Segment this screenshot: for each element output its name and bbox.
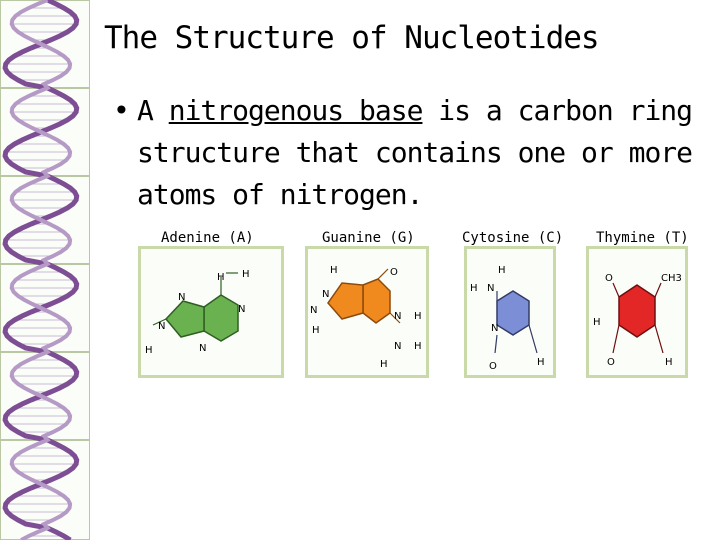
atom-label: CH3 (661, 273, 682, 284)
atom-label: N (178, 292, 186, 303)
atom-label: N (487, 283, 495, 294)
atom-label: N (238, 304, 246, 315)
atom-label: N (199, 343, 207, 354)
atom-label: N (158, 321, 166, 332)
dna-decoration-strip (0, 0, 90, 540)
adenine-label: Adenine (A) (161, 230, 254, 246)
bullet-rest: is a carbon ring structure that contains one or more atoms of nitrogen. (137, 94, 693, 211)
cytosine-label: Cytosine (C) (462, 230, 564, 246)
atom-label: H (414, 341, 422, 352)
bullet-lead: A (137, 94, 169, 127)
atom-label: H (380, 359, 388, 370)
atom-label: H (217, 272, 225, 283)
atom-label: H (145, 345, 153, 356)
atom-label: N (491, 323, 499, 334)
cytosine-structure (464, 246, 556, 378)
guanine-label: Guanine (G) (322, 230, 415, 246)
guanine-ring-5 (328, 283, 363, 319)
bullet-dot: • (113, 94, 129, 127)
guanine-ring-6 (363, 279, 390, 323)
adenine-ring-6 (204, 295, 238, 341)
atom-label: H (537, 357, 545, 368)
adenine-structure (138, 246, 284, 378)
adenine-ring-5 (166, 301, 204, 337)
atom-label: H (242, 269, 250, 280)
atom-label: H (414, 311, 422, 322)
bullet-text (113, 90, 703, 216)
thymine-ring (619, 285, 655, 337)
atom-label: O (489, 361, 497, 372)
cytosine-ring (497, 291, 529, 335)
bullet-point (113, 90, 703, 216)
thymine-label: Thymine (T) (596, 230, 689, 246)
bullet-term: nitrogenous base (168, 94, 423, 127)
atom-label: H (498, 265, 506, 276)
slide-title: The Structure of Nucleotides (104, 20, 599, 56)
atom-label: N (394, 341, 402, 352)
atom-label: N (310, 305, 318, 316)
atom-label: O (607, 357, 615, 368)
atom-label: H (312, 325, 320, 336)
thymine-structure (586, 246, 688, 378)
atom-label: O (605, 273, 613, 284)
atom-label: H (665, 357, 673, 368)
guanine-structure (305, 246, 429, 378)
dna-helix-icon (0, 0, 90, 540)
atom-label: N (394, 311, 402, 322)
atom-label: H (593, 317, 601, 328)
atom-label: H (330, 265, 338, 276)
atom-label: H (470, 283, 478, 294)
atom-label: N (322, 289, 330, 300)
atom-label: O (390, 267, 398, 278)
